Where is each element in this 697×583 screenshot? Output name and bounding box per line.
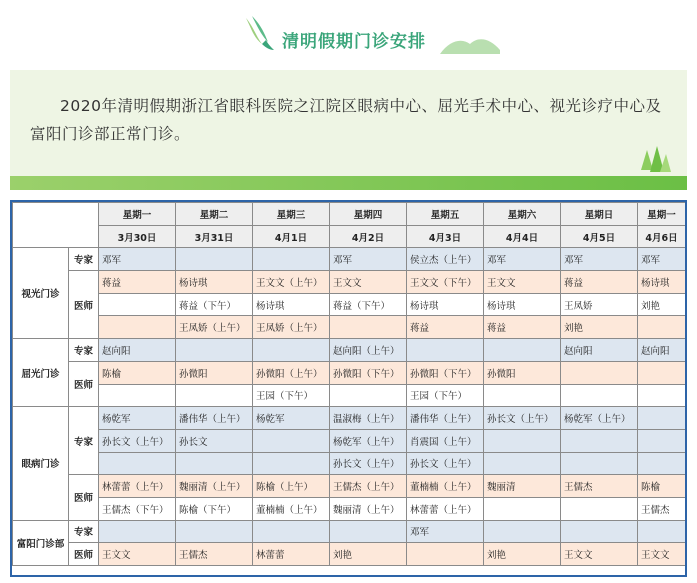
role-label: 医师 (69, 543, 99, 566)
schedule-cell: 王园（下午） (407, 384, 484, 407)
schedule-cell (561, 497, 638, 520)
schedule-cell: 王儒杰（下午） (99, 497, 176, 520)
date-header: 4月3日 (407, 225, 484, 248)
schedule-cell: 王文文 (330, 271, 407, 294)
schedule-cell (484, 384, 561, 407)
schedule-cell: 潘伟华（上午） (407, 407, 484, 430)
hill-icon (440, 30, 500, 54)
schedule-cell: 杨诗琪 (176, 271, 253, 294)
schedule-cell: 邓军 (561, 248, 638, 271)
schedule-cell (638, 452, 686, 475)
schedule-cell: 董楠楠（上午） (407, 475, 484, 498)
schedule-cell (407, 543, 484, 566)
schedule-cell: 杨乾军（上午） (561, 407, 638, 430)
weekday-header: 星期一 (638, 203, 686, 226)
schedule-cell: 蒋益 (561, 271, 638, 294)
schedule-cell: 杨诗琪 (638, 271, 686, 294)
schedule-row (13, 316, 686, 339)
schedule-cell: 邓军 (99, 248, 176, 271)
schedule-cell (253, 248, 330, 271)
weekday-header: 星期四 (330, 203, 407, 226)
schedule-cell: 邓军 (330, 248, 407, 271)
trees-icon (641, 146, 671, 178)
notice-panel (10, 70, 687, 190)
schedule-body (13, 248, 686, 566)
schedule-cell: 陈榆（下午） (176, 497, 253, 520)
schedule-row (13, 407, 686, 430)
schedule-cell (638, 407, 686, 430)
notice-grass-bar (10, 176, 687, 190)
table-corner (13, 203, 99, 248)
schedule-cell (330, 384, 407, 407)
schedule-cell: 蒋益 (484, 316, 561, 339)
page-title: 清明假期门诊安排 (282, 32, 426, 52)
schedule-cell: 王文文 (561, 543, 638, 566)
schedule-cell (484, 429, 561, 452)
schedule-cell (638, 361, 686, 384)
date-header: 4月2日 (330, 225, 407, 248)
schedule-row (13, 543, 686, 566)
schedule-row (13, 429, 686, 452)
role-label: 专家 (69, 339, 99, 362)
schedule-cell: 孙长文（上午） (99, 429, 176, 452)
schedule-table (12, 202, 686, 566)
schedule-cell (561, 452, 638, 475)
schedule-cell: 孙微阳 (176, 361, 253, 384)
schedule-row (13, 361, 686, 384)
schedule-cell (176, 248, 253, 271)
weekday-header: 星期五 (407, 203, 484, 226)
date-header: 3月31日 (176, 225, 253, 248)
schedule-row (13, 520, 686, 543)
schedule-cell (253, 429, 330, 452)
schedule-row (13, 384, 686, 407)
schedule-cell: 蒋益 (407, 316, 484, 339)
schedule-row (13, 497, 686, 520)
bird-icon (242, 14, 276, 54)
schedule-cell: 王文文（下午） (407, 271, 484, 294)
schedule-cell (253, 452, 330, 475)
schedule-cell (176, 384, 253, 407)
department-label: 视光门诊 (13, 248, 69, 339)
schedule-cell (330, 316, 407, 339)
department-label: 富阳门诊部 (13, 520, 69, 565)
weekday-header: 星期日 (561, 203, 638, 226)
page-header (0, 0, 697, 64)
schedule-cell: 孙长文（上午） (407, 452, 484, 475)
schedule-cell: 潘伟华（上午） (176, 407, 253, 430)
date-header: 3月30日 (99, 225, 176, 248)
schedule-cell (176, 520, 253, 543)
schedule-cell: 杨乾军 (99, 407, 176, 430)
schedule-cell: 杨诗琪 (253, 293, 330, 316)
schedule-cell: 温淑梅（上午） (330, 407, 407, 430)
role-label: 医师 (69, 361, 99, 406)
schedule-cell: 王儒杰（上午） (330, 475, 407, 498)
department-label: 屈光门诊 (13, 339, 69, 407)
schedule-cell (407, 339, 484, 362)
schedule-cell: 孙微阳 (484, 361, 561, 384)
schedule-cell: 王凤娇（上午） (176, 316, 253, 339)
schedule-cell: 王文文 (484, 271, 561, 294)
schedule-cell: 王儒杰 (561, 475, 638, 498)
schedule-cell: 孙长文（上午） (330, 452, 407, 475)
date-header: 4月6日 (638, 225, 686, 248)
schedule-row (13, 475, 686, 498)
schedule-cell: 王文文 (638, 543, 686, 566)
schedule-cell: 王凤娇（上午） (253, 316, 330, 339)
schedule-cell (638, 316, 686, 339)
schedule-cell: 杨诗琪 (484, 293, 561, 316)
schedule-cell: 林蕾蕾（上午） (99, 475, 176, 498)
schedule-cell: 侯立杰（上午） (407, 248, 484, 271)
schedule-cell: 蒋益（下午） (330, 293, 407, 316)
schedule-cell (176, 452, 253, 475)
schedule-cell: 魏丽清（上午） (176, 475, 253, 498)
schedule-cell: 陈榆 (638, 475, 686, 498)
schedule-cell: 孙长文（上午） (484, 407, 561, 430)
schedule-cell: 孙微阳（下午） (407, 361, 484, 384)
schedule-cell (484, 452, 561, 475)
schedule-cell: 刘艳 (484, 543, 561, 566)
schedule-cell: 董楠楠（上午） (253, 497, 330, 520)
weekday-header: 星期一 (99, 203, 176, 226)
schedule-cell: 陈榆（上午） (253, 475, 330, 498)
schedule-table-frame (10, 200, 687, 577)
role-label: 专家 (69, 520, 99, 543)
schedule-cell (484, 520, 561, 543)
date-header: 4月5日 (561, 225, 638, 248)
schedule-cell: 刘艳 (561, 316, 638, 339)
schedule-cell: 肖震国（上午） (407, 429, 484, 452)
date-header: 4月4日 (484, 225, 561, 248)
schedule-cell: 杨诗琪 (407, 293, 484, 316)
schedule-cell: 孙长文 (176, 429, 253, 452)
schedule-row (13, 452, 686, 475)
weekday-header: 星期三 (253, 203, 330, 226)
schedule-cell: 赵向阳 (561, 339, 638, 362)
schedule-cell (484, 339, 561, 362)
schedule-cell: 邓军 (484, 248, 561, 271)
schedule-cell (253, 520, 330, 543)
schedule-cell (561, 361, 638, 384)
schedule-cell: 林蕾蕾 (253, 543, 330, 566)
schedule-cell (99, 293, 176, 316)
schedule-cell (99, 520, 176, 543)
schedule-cell (484, 497, 561, 520)
schedule-cell (561, 384, 638, 407)
schedule-cell (99, 384, 176, 407)
weekday-header: 星期六 (484, 203, 561, 226)
schedule-cell: 王凤娇 (561, 293, 638, 316)
schedule-cell (176, 339, 253, 362)
schedule-cell: 赵向阳 (638, 339, 686, 362)
date-row (13, 225, 686, 248)
notice-text: 2020年清明假期浙江省眼科医院之江院区眼病中心、屈光手术中心、视光诊疗中心及富阳门诊部正常门诊。 (30, 97, 662, 143)
schedule-cell: 杨乾军 (253, 407, 330, 430)
schedule-cell: 王文文 (99, 543, 176, 566)
weekday-header: 星期二 (176, 203, 253, 226)
schedule-row (13, 248, 686, 271)
schedule-cell (253, 339, 330, 362)
schedule-cell: 王儒杰 (638, 497, 686, 520)
weekday-row (13, 203, 686, 226)
schedule-cell: 邓军 (638, 248, 686, 271)
schedule-row (13, 271, 686, 294)
schedule-cell: 刘艳 (330, 543, 407, 566)
schedule-cell: 王文文（上午） (253, 271, 330, 294)
schedule-cell: 邓军 (407, 520, 484, 543)
role-label: 专家 (69, 407, 99, 475)
schedule-cell (638, 520, 686, 543)
schedule-cell: 魏丽清（上午） (330, 497, 407, 520)
schedule-cell (99, 316, 176, 339)
schedule-cell: 蒋益 (99, 271, 176, 294)
department-label: 眼病门诊 (13, 407, 69, 520)
schedule-cell: 孙微阳（下午） (330, 361, 407, 384)
role-label: 医师 (69, 271, 99, 339)
schedule-cell: 陈榆 (99, 361, 176, 384)
schedule-row (13, 339, 686, 362)
schedule-cell: 王园（下午） (253, 384, 330, 407)
schedule-cell: 蒋益（下午） (176, 293, 253, 316)
schedule-cell (561, 520, 638, 543)
schedule-cell: 孙微阳（上午） (253, 361, 330, 384)
schedule-cell: 林蕾蕾（上午） (407, 497, 484, 520)
schedule-cell (638, 384, 686, 407)
role-label: 医师 (69, 475, 99, 520)
schedule-cell: 刘艳 (638, 293, 686, 316)
date-header: 4月1日 (253, 225, 330, 248)
schedule-cell (638, 429, 686, 452)
schedule-cell (330, 520, 407, 543)
schedule-cell: 王儒杰 (176, 543, 253, 566)
schedule-cell: 杨乾军（上午） (330, 429, 407, 452)
schedule-cell: 魏丽清 (484, 475, 561, 498)
schedule-cell: 赵向阳（上午） (330, 339, 407, 362)
role-label: 专家 (69, 248, 99, 271)
schedule-cell (99, 452, 176, 475)
schedule-cell: 赵向阳 (99, 339, 176, 362)
schedule-row (13, 293, 686, 316)
schedule-cell (561, 429, 638, 452)
